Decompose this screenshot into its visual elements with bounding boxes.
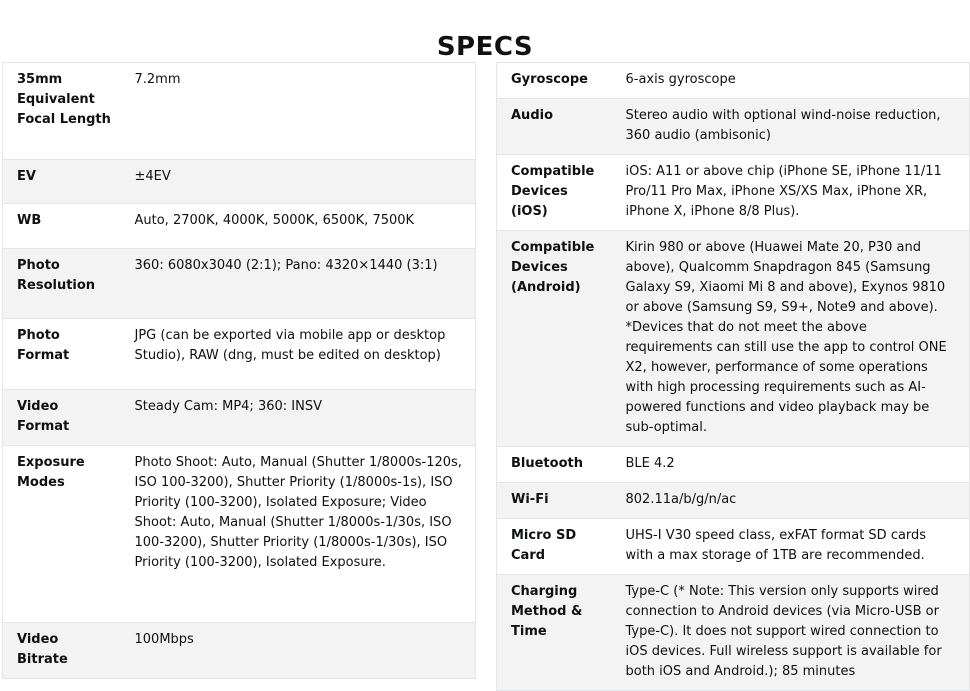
spec-row-exposure-modes	[3, 446, 476, 623]
spec-value: BLE 4.2	[612, 447, 970, 483]
spec-label: Compatible Devices (Android)	[497, 231, 612, 447]
spec-value: 802.11a/b/g/n/ac	[612, 483, 970, 519]
spec-row-micro-sd	[497, 519, 970, 575]
spec-row-wb	[3, 204, 476, 249]
spec-value: Kirin 980 or above (Huawei Mate 20, P30 and above), Qualcomm Snapdragon 845 (Samsung Galaxy S9, Xiaomi Mi 8 and above), Exynos 9810 or above (Samsung S9, S9+, Note9 and above). *Devices that do not meet the above requirements can still use the app to control ONE X2, however, performance of some operations with high processing requirements such as AI-powered functions and video playback may be sub-optimal.	[612, 231, 970, 447]
spec-label: Video Format	[3, 390, 121, 446]
spec-value: Photo Shoot: Auto, Manual (Shutter 1/8000s-120s, ISO 100-3200), Shutter Priority (1/8000s-1s), ISO Priority (100-3200), Isolated Exposure; Video Shoot: Auto, Manual (Shutter 1/8000s-1/30s, ISO 100-3200), Shutter Priority (1/8000s-1/30s), ISO Priority (100-3200), Isolated Exposure.	[121, 446, 476, 623]
page-title: SPECS	[436, 32, 534, 63]
spec-label: EV	[3, 160, 121, 204]
spec-value: Auto, 2700K, 4000K, 5000K, 6500K, 7500K	[121, 204, 476, 249]
spec-row-gyroscope	[497, 63, 970, 99]
spec-value: Steady Cam: MP4; 360: INSV	[121, 390, 476, 446]
spec-row-audio	[497, 99, 970, 155]
spec-row-charging	[497, 575, 970, 691]
spec-label: Exposure Modes	[3, 446, 121, 623]
spec-row-video-bitrate	[3, 623, 476, 679]
spec-label: Charging Method & Time	[497, 575, 612, 691]
spec-row-focal-length	[3, 63, 476, 160]
spec-row-bluetooth	[497, 447, 970, 483]
spec-value: ±4EV	[121, 160, 476, 204]
spec-value: 6-axis gyroscope	[612, 63, 970, 99]
spec-row-compatible-android	[497, 231, 970, 447]
spec-row-ev	[3, 160, 476, 204]
spec-value: UHS-I V30 speed class, exFAT format SD cards with a max storage of 1TB are recommended.	[612, 519, 970, 575]
spec-value: 360: 6080x3040 (2:1); Pano: 4320×1440 (3:1)	[121, 249, 476, 319]
spec-label: Bluetooth	[497, 447, 612, 483]
specs-table-right	[496, 62, 970, 691]
specs-table-left	[2, 62, 476, 679]
spec-label: Audio	[497, 99, 612, 155]
spec-row-video-format	[3, 390, 476, 446]
spec-value: 100Mbps	[121, 623, 476, 679]
spec-value: JPG (can be exported via mobile app or desktop Studio), RAW (dng, must be edited on desktop)	[121, 319, 476, 390]
spec-value: iOS: A11 or above chip (iPhone SE, iPhone 11/11 Pro/11 Pro Max, iPhone XS/XS Max, iPhone XR, iPhone X, iPhone 8/8 Plus).	[612, 155, 970, 231]
spec-row-photo-format	[3, 319, 476, 390]
spec-label: 35mm Equivalent Focal Length	[3, 63, 121, 160]
spec-label: Photo Resolution	[3, 249, 121, 319]
spec-label: Compatible Devices (iOS)	[497, 155, 612, 231]
spec-row-photo-resolution	[3, 249, 476, 319]
spec-label: Video Bitrate	[3, 623, 121, 679]
spec-value: 7.2mm	[121, 63, 476, 160]
spec-value: Type-C (* Note: This version only supports wired connection to Android devices (via Micro-USB or Type-C). It does not support wired connection to iOS devices. Full wireless support is available for both iOS and Android.); 85 minutes	[612, 575, 970, 691]
spec-value: Stereo audio with optional wind-noise reduction, 360 audio (ambisonic)	[612, 99, 970, 155]
spec-label: Gyroscope	[497, 63, 612, 99]
spec-row-compatible-ios	[497, 155, 970, 231]
spec-label: Wi-Fi	[497, 483, 612, 519]
spec-label: Photo Format	[3, 319, 121, 390]
spec-label: Micro SD Card	[497, 519, 612, 575]
spec-label: WB	[3, 204, 121, 249]
spec-row-wifi	[497, 483, 970, 519]
